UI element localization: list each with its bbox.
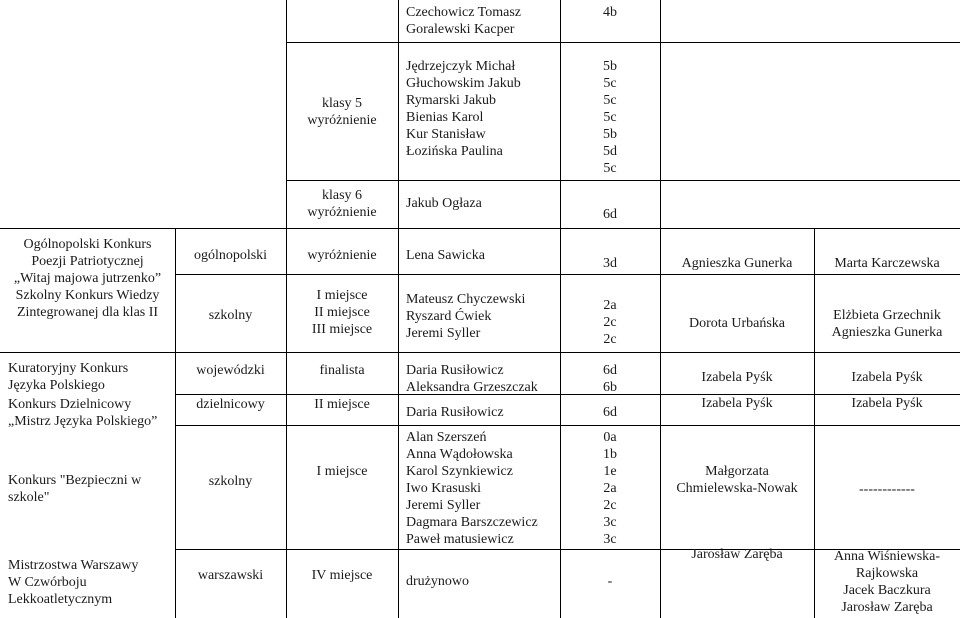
teacher-warszawski: Jarosław Zaręba (691, 547, 783, 562)
names-4b: Czechowicz Tomasz Goralewski Kacper (406, 5, 521, 37)
caretaker-wojewodzki: Izabela Pyśk (851, 370, 923, 385)
award-finalista: finalista (319, 363, 365, 378)
classes-klasy5: 5b 5c 5c 5c 5b 5d 5c (603, 59, 617, 176)
rule-v-award (398, 0, 399, 618)
names-szkolny: Alan Szerszeń Anna Wądołowska Karol Szynkiewicz Iwo Krasuski Jeremi Syller Dagmara Barszczewicz Paweł matusiewicz (406, 430, 538, 547)
level-ogolnopolski: ogólnopolski (193, 248, 268, 263)
rule-mid-1 (175, 274, 960, 275)
rule-mid-2 (0, 352, 960, 353)
class-4b: 4b (603, 5, 617, 20)
teacher-row2: Dorota Urbańska (688, 316, 786, 331)
level-wojewodzki: wojewódzki (196, 363, 265, 378)
name-druzynowo: drużynowo (406, 574, 469, 589)
caretaker-szkolny: ------------ (859, 482, 915, 497)
level-szkolny-mid: szkolny (208, 308, 253, 323)
level-dzielnicowy: dzielnicowy (196, 397, 265, 412)
classes-szkolny: 0a 1b 1e 2a 2c 3c 3c (603, 430, 617, 547)
class-warszawski: - (607, 574, 613, 589)
names-row2: Mateusz Chyczewski Ryszard Ćwiek Jeremi Syller (406, 292, 526, 341)
caretaker-row1: Marta Karczewska (834, 256, 940, 271)
award-dzielnicowy: II miejsce (314, 397, 370, 412)
rule-v-competition (175, 228, 176, 618)
teacher-dzielnicowy: Izabela Pyśk (701, 396, 773, 411)
rule-top-1 (286, 42, 960, 43)
competition-dzielnicowy: Konkurs Dzielnicowy „Mistrz Języka Polskiego” (8, 397, 158, 429)
competition-kuratoryjny: Kuratoryjny Konkurs Języka Polskiego (8, 361, 129, 393)
award-szkolny-bot: I miejsce (316, 464, 368, 479)
caretaker-dzielnicowy: Izabela Pyśk (851, 396, 923, 411)
classes-wojewodzki: 6d 6b (603, 363, 617, 395)
caretaker-row2: Elżbieta Grzechnik Agnieszka Gunerka (831, 308, 943, 340)
name-lena: Lena Sawicka (406, 248, 485, 263)
classes-row2: 2a 2c 2c (603, 298, 617, 347)
competition-czworboj: Mistrzostwa Warszawy W Czwórboju Lekkoatletycznym (8, 558, 139, 607)
class-dzielnicowy: 6d (603, 405, 617, 420)
teacher-wojewodzki: Izabela Pyśk (701, 370, 773, 385)
names-klasy6: Jakub Ogłaza (406, 196, 482, 211)
level-warszawski: warszawski (197, 568, 264, 583)
competition-middle: Ogólnopolski Konkurs Poezji Patriotycznej „Witaj majowa jutrzenko” Szkolny Konkurs Wiedzy Zintegrowanej dla klas II (13, 237, 162, 320)
competition-bezpieczni: Konkurs "Bezpieczni w szkole" (8, 473, 142, 505)
rule-v-class (660, 0, 661, 618)
names-wojewodzki: Daria Rusiłowicz Aleksandra Grzeszczak (406, 363, 538, 395)
award-wyroznienie: wyróżnienie (307, 248, 377, 263)
caretaker-warszawski: Anna Wiśniewska- Rajkowska Jacek Baczkura Jarosław Zaręba (833, 549, 941, 615)
award-places-mid: I miejsce II miejsce III miejsce (311, 288, 373, 337)
award-klasy6: klasy 6 wyróżnienie (307, 188, 377, 220)
names-klasy5: Jędrzejczyk Michał Głuchowskim Jakub Rymarski Jakub Bienias Karol Kur Stanisław Łozińska Paulina (406, 59, 521, 159)
rule-top-3 (0, 228, 960, 229)
name-dzielnicowy: Daria Rusiłowicz (406, 405, 504, 420)
class-klasy6: 6d (603, 207, 617, 222)
rule-top-2 (286, 180, 960, 181)
level-szkolny-bot: szkolny (208, 474, 253, 489)
award-warszawski: IV miejsce (311, 568, 373, 583)
class-3d: 3d (603, 256, 617, 271)
teacher-row1: Agnieszka Gunerka (681, 256, 793, 271)
teacher-szkolny: Małgorzata Chmielewska-Nowak (676, 464, 798, 496)
award-klasy5: klasy 5 wyróżnienie (307, 96, 377, 128)
rule-bot-2 (175, 425, 960, 426)
